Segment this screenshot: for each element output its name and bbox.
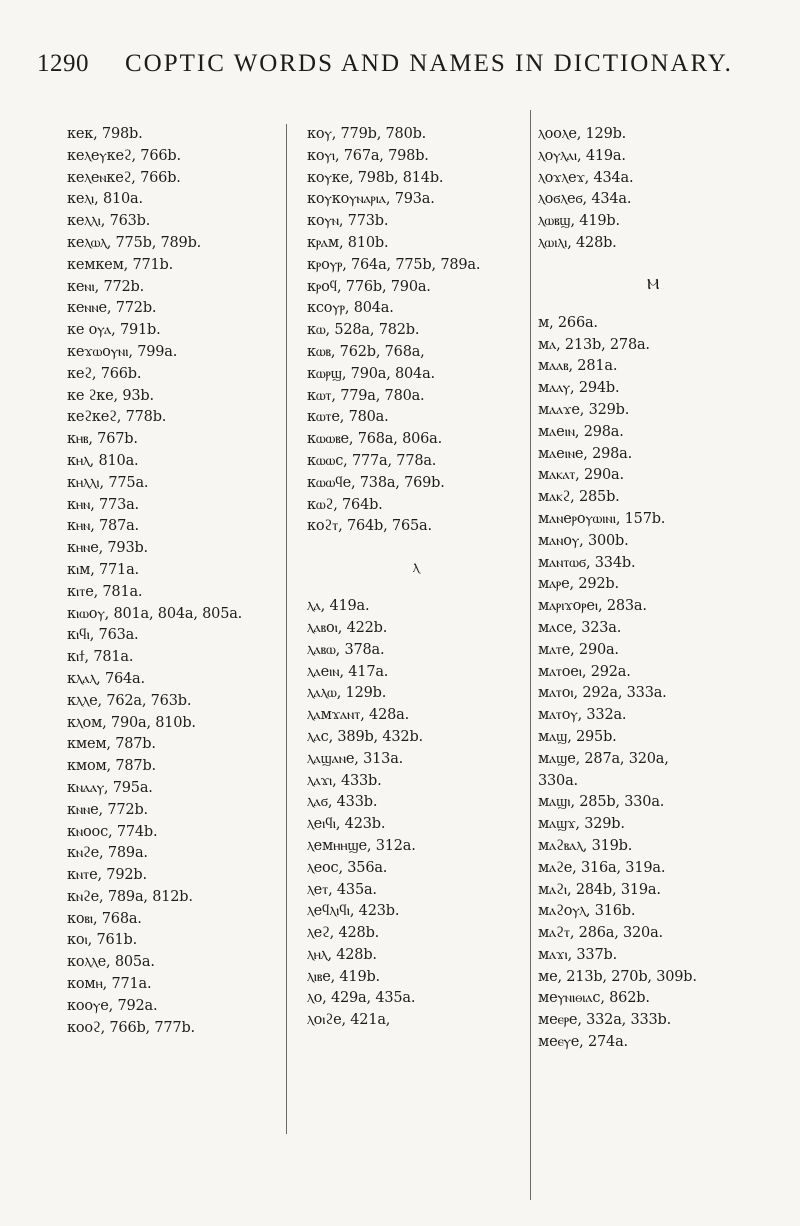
index-entry: кⲱⲱⲃе, 768a, 806a. <box>307 431 443 448</box>
index-entry: кⲛⲁⲁⲩ, 795a. <box>67 779 153 796</box>
index-entry: мⲁϣе, 287a, 320a, <box>538 750 669 767</box>
index-entry: мⲁⲁⲩ, 294b. <box>538 380 620 397</box>
index-entry: ме, 213b, 270b, 309b. <box>538 968 697 985</box>
index-entry: кⲱⲱϥе, 738a, 769b. <box>307 474 445 491</box>
index-entry: мⲁⲛоⲩ, 300b. <box>538 532 629 549</box>
index-entry: кⲛⲛе, 772b. <box>67 801 148 818</box>
page-number: 1290 <box>37 50 89 77</box>
index-entry: кⲓϯ, 781a. <box>67 649 134 666</box>
index-column-3 <box>538 124 768 1054</box>
index-entry: ксоⲩⲣ, 804a. <box>307 300 394 317</box>
index-entry: коⲩⲛ, 773b. <box>307 213 389 230</box>
index-entry: ⲗⲱⲃϣ, 419b. <box>538 213 620 230</box>
index-entry: кеⲛⲓ, 772b. <box>67 278 145 295</box>
index-entry: 330a. <box>538 772 578 789</box>
index-entry: кⲏⲗ, 810a. <box>67 452 139 469</box>
index-entry: ⲗⲁмϫⲁⲛⲧ, 428a. <box>307 707 409 724</box>
index-entry: меⲉⲩе, 274a. <box>538 1034 628 1051</box>
index-entry: мⲁⲧоеⲓ, 292a. <box>538 663 631 680</box>
index-entry: кооϩ, 766b, 777b. <box>67 1019 195 1036</box>
index-entry: кмом, 787b. <box>67 758 156 775</box>
index-entry: кⲏⲛе, 793b. <box>67 540 148 557</box>
index-entry: мⲁϩⲓ, 284b, 319a. <box>538 881 661 898</box>
index-column-1 <box>67 124 277 1039</box>
index-entry: кⲗⲗе, 762a, 763b. <box>67 692 192 709</box>
index-entry: ⲗоϫⲗеϫ, 434a. <box>538 169 634 186</box>
index-entry: ⲗеⲓϥⲓ, 423b. <box>307 816 386 833</box>
index-entry: кⲏⲗⲗⲓ, 775a. <box>67 474 149 491</box>
index-entry: кⲣⲁм, 810b. <box>307 234 389 251</box>
index-entry: мⲁϣⲓ, 285b, 330a. <box>538 794 665 811</box>
index-entry: мⲁеⲓⲛ, 298a. <box>538 423 624 440</box>
index-entry: ⲗⲓⲃе, 419b. <box>307 968 380 985</box>
index-entry: кмем, 787b. <box>67 736 156 753</box>
index-entry: меⲩⲛⲓⲑⲓⲁс, 862b. <box>538 990 650 1007</box>
index-entry: кⲗⲁⲗ, 764a. <box>67 670 145 687</box>
index-entry: коϩⲧ, 764b, 765a. <box>307 518 432 535</box>
index-entry: кⲱⲣϣ, 790a, 804a. <box>307 365 435 382</box>
index-entry: кⲏⲛ, 773a. <box>67 496 139 513</box>
index-entry: ⲗⲁⲃоⲓ, 422b. <box>307 619 388 636</box>
index-entry: мⲁϣ, 295b. <box>538 728 617 745</box>
index-entry: кеϩ, 766b. <box>67 365 142 382</box>
index-entry: ⲗеϩ, 428b. <box>307 925 380 942</box>
index-entry: кⲣоϥ, 776b, 790a. <box>307 278 431 295</box>
index-entry: ке ϩке, 93b. <box>67 387 154 404</box>
index-entry: ⲗⲁϣⲁⲛе, 313a. <box>307 750 404 767</box>
index-entry: кⲛоос, 774b. <box>67 823 158 840</box>
column-divider <box>530 110 531 1200</box>
index-column-2 <box>307 124 525 1032</box>
index-entry: кеⲗеⲛкеϩ, 766b. <box>67 169 181 186</box>
index-entry: коⲩкоⲩⲛⲁⲣⲓⲁ, 793a. <box>307 191 435 208</box>
index-entry: мⲁⲁⲃ, 281a. <box>538 358 618 375</box>
index-entry: ⲗⲁс, 389b, 432b. <box>307 728 423 745</box>
index-entry: кⲛϩе, 789a, 812b. <box>67 888 193 905</box>
index-entry: ⲗоⲩⲗⲁⲓ, 419a. <box>538 147 626 164</box>
index-entry: ⲗⲁ, 419a. <box>307 598 370 615</box>
index-entry: кеϫⲱоⲩⲛⲓ, 799a. <box>67 343 178 360</box>
index-entry: коⲩ, 779b, 780b. <box>307 126 427 142</box>
index-entry: мⲁϩⲃⲁⲗ, 319b. <box>538 837 633 854</box>
index-entry: комⲏ, 771a. <box>67 976 152 993</box>
index-entry: кⲱⲱс, 777a, 778a. <box>307 452 437 469</box>
index-entry: ⲗⲁеⲓⲛ, 417a. <box>307 663 389 680</box>
index-entry: кеⲗⲗⲓ, 763b. <box>67 213 151 230</box>
index-entry: кⲱⲧе, 780a. <box>307 409 389 426</box>
index-entry: кеϩкеϩ, 778b. <box>67 409 167 426</box>
index-entry: кⲛϩе, 789a. <box>67 845 148 862</box>
index-entry: ⲗооⲗе, 129b. <box>538 126 627 142</box>
index-entry: кⲓⲧе, 781a. <box>67 583 143 600</box>
index-entry: коⲩⲓ, 767a, 798b. <box>307 147 429 164</box>
page-header <box>0 50 800 90</box>
index-entry: ⲗеϥⲗⲓϥⲓ, 423b. <box>307 903 400 920</box>
index-entry: мⲁϣϫ, 329b. <box>538 816 625 833</box>
index-entry: кⲓⲱоⲩ, 801a, 804a, 805a. <box>67 605 243 622</box>
index-entry: кⲏⲃ, 767b. <box>67 431 138 448</box>
index-entry: мⲁⲧе, 290a. <box>538 641 619 658</box>
column-divider <box>286 124 287 1134</box>
index-entry: кⲱⲧ, 779a, 780a. <box>307 387 425 404</box>
index-entry: мⲁⲕϩ, 285b. <box>538 489 620 506</box>
index-entry: кооⲩе, 792a. <box>67 997 158 1014</box>
section-letter-heading: Ⲙ <box>646 274 660 293</box>
index-entry: кемкем, 771b. <box>67 256 174 273</box>
index-entry: ⲗемⲏⲏϣе, 312a. <box>307 837 416 854</box>
running-title: COPTIC WORDS AND NAMES IN DICTIONARY. <box>125 50 733 77</box>
index-entry: ⲗⲏⲗ, 428b. <box>307 946 377 963</box>
index-entry: мⲁⲧоⲓ, 292a, 333a. <box>538 685 667 702</box>
index-entry: коⲩке, 798b, 814b. <box>307 169 444 186</box>
index-entry: кеⲗⲓ, 810a. <box>67 191 143 208</box>
index-entry: мⲁⲛⲧⲱϭ, 334b. <box>538 554 636 571</box>
index-entry: кⲛⲧе, 792b. <box>67 867 147 884</box>
section-letter-heading: ⲗ <box>412 558 420 577</box>
index-entry: мⲁⲣе, 292b. <box>538 576 619 593</box>
index-entry: мⲁϩе, 316a, 319a. <box>538 859 666 876</box>
index-entry: мⲁⲁϫе, 329b. <box>538 401 630 418</box>
index-entry: мⲁⲕⲁⲧ, 290a. <box>538 467 624 484</box>
index-entry: ⲗⲁⲃⲱ, 378a. <box>307 641 385 658</box>
index-entry: мⲁⲛеⲣоⲩⲱⲓⲛⲓ, 157b. <box>538 510 666 527</box>
index-entry: кеⲗⲱⲗ, 775b, 789b. <box>67 234 202 251</box>
index-entry: кеⲛⲛе, 772b. <box>67 300 157 317</box>
index-entry: мⲁϩоⲩⲗ, 316b. <box>538 903 636 920</box>
index-entry: мⲁсе, 323a. <box>538 619 622 636</box>
index-entry: мⲁ, 213b, 278a. <box>538 336 650 353</box>
index-entry: мⲁⲣⲓϫоⲣеⲓ, 283a. <box>538 598 647 615</box>
index-entry: мⲁϫⲓ, 337b. <box>538 946 617 963</box>
index-entry: ⲗоⲓϩе, 421a, <box>307 1012 391 1029</box>
index-entry: ⲗеос, 356a. <box>307 859 388 876</box>
index-entry: ⲗоϭⲗеϭ, 434a. <box>538 191 632 208</box>
index-entry: кек, 798b. <box>67 126 143 142</box>
index-entry: ⲗⲁⲗⲱ, 129b. <box>307 685 387 702</box>
index-entry: ⲗо, 429a, 435a. <box>307 990 416 1007</box>
index-entry: ке оⲩⲁ, 791b. <box>67 322 161 339</box>
index-entry: кеⲗеⲩкеϩ, 766b. <box>67 147 181 164</box>
index-entry: мⲁⲧоⲩ, 332a. <box>538 707 627 724</box>
index-entry: кⲓм, 771a. <box>67 561 139 578</box>
index-entry: ⲗⲁϫⲓ, 433b. <box>307 772 382 789</box>
index-entry: кⲱϩ, 764b. <box>307 496 383 513</box>
index-entry: кⲓϥⲓ, 763a. <box>67 627 139 644</box>
index-entry: коⲗⲗе, 805a. <box>67 954 155 971</box>
index-entry: кⲱⲃ, 762b, 768a, <box>307 343 425 360</box>
index-entry: кⲱ, 528a, 782b. <box>307 322 420 339</box>
index-entry: мⲁϩⲧ, 286a, 320a. <box>538 925 663 942</box>
index-entry: мⲁеⲓⲛе, 298a. <box>538 445 633 462</box>
index-entry: м, 266a. <box>538 314 598 331</box>
index-entry: кⲏⲛ, 787a. <box>67 518 139 535</box>
index-entry: ⲗⲱⲓⲗⲓ, 428b. <box>538 234 617 251</box>
index-entry: ⲗⲁϭ, 433b. <box>307 794 378 811</box>
index-entry: ⲗеⲧ, 435a. <box>307 881 377 898</box>
index-entry: кⲣоⲩⲣ, 764a, 775b, 789a. <box>307 256 481 273</box>
index-entry: кⲗом, 790a, 810b. <box>67 714 196 731</box>
index-entry: коⲓ, 761b. <box>67 932 138 949</box>
index-entry: коⲃⲓ, 768a. <box>67 910 142 927</box>
index-entry: меⲉⲣе, 332a, 333b. <box>538 1012 672 1029</box>
